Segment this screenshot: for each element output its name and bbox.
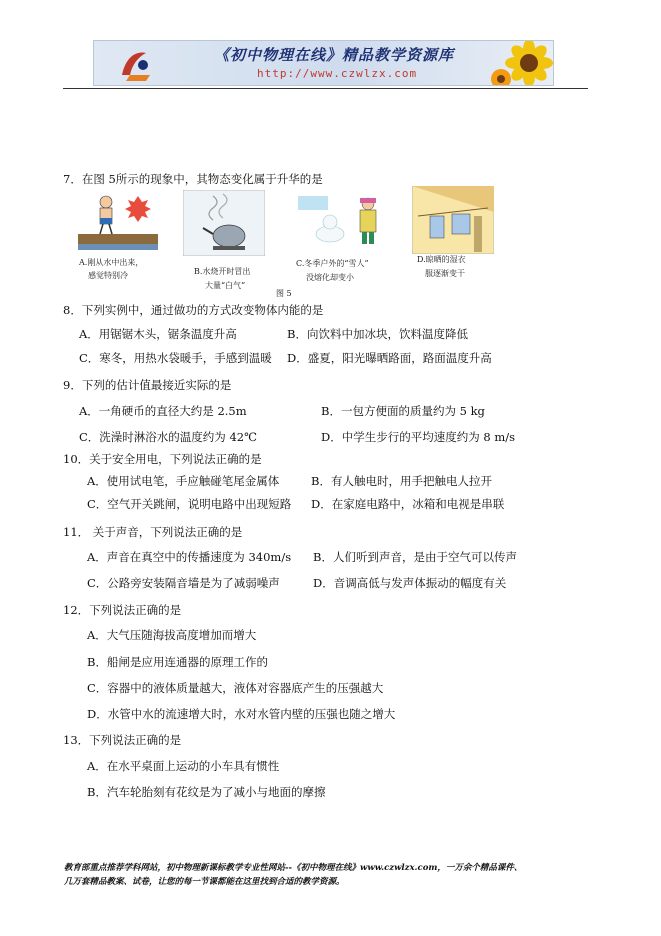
q12-option-a: A．大气压随海拔高度增加而增大	[87, 628, 257, 642]
q13-option-a: A．在水平桌面上运动的小车具有惯性	[87, 759, 280, 773]
figure-c-snowman	[298, 190, 388, 252]
header-title: 《初中物理在线》精品教学资源库	[214, 46, 455, 64]
caption-d-line1: D.晾晒的湿衣	[417, 255, 466, 264]
q12-option-d: D．水管中水的流速增大时，水对水管内壁的压强也随之增大	[87, 707, 396, 721]
q9-stem: 9．下列的估计值最接近实际的是	[63, 378, 232, 392]
header-banner	[93, 40, 554, 86]
q10-option-b: B．有人触电时，用手把触电人拉开	[311, 474, 492, 488]
q11-option-d: D．音调高低与发声体振动的幅度有关	[313, 576, 507, 590]
q7-stem: 7．在图 5所示的现象中，其物态变化属于升华的是	[63, 172, 323, 186]
caption-c-line1: C.冬季户外的“雪人”	[296, 259, 369, 268]
q11-option-b: B．人们听到声音，是由于空气可以传声	[313, 550, 517, 564]
q8-option-a: A．用锯锯木头，锯条温度升高	[79, 327, 237, 341]
q10-stem: 10．关于安全用电，下列说法正确的是	[63, 452, 262, 466]
figure-d-laundry	[412, 186, 494, 254]
caption-c-line2: 没熔化却变小	[306, 273, 354, 282]
q9-option-d: D．中学生步行的平均速度约为 8 m/s	[321, 430, 516, 444]
caption-d-line2: 服逐渐变干	[425, 269, 465, 278]
q8-option-b: B．向饮料中加冰块，饮料温度降低	[287, 327, 468, 341]
q10-option-a: A．使用试电笔，手应触碰笔尾金属体	[87, 474, 280, 488]
caption-a-line1: A.刚从水中出来，	[79, 258, 144, 267]
q9-option-b: B．一包方便面的质量约为 5 kg	[321, 404, 485, 418]
figure-b-kettle	[183, 190, 265, 256]
q9-option-c: C．洗澡时淋浴水的温度约为 42℃	[79, 430, 257, 444]
caption-b-line1: B.水烧开时冒出	[194, 267, 251, 276]
q12-stem: 12．下列说法正确的是	[63, 603, 182, 617]
q11-option-a: A．声音在真空中的传播速度为 340m/s	[87, 550, 292, 564]
q10-option-d: D．在家庭电路中，冰箱和电视是串联	[311, 497, 505, 511]
footer-line1: 教育部重点推荐学科网站，初中物理新课标教学专业性网站--《初中物理在线》www.czwlzx.com，一万余个精品课件、	[64, 863, 523, 873]
footer-line2: 几万套精品教案、试卷，让您的每一节课都能在这里找到合适的教学资源。	[64, 877, 345, 887]
q10-option-c: C．空气开关跳闸，说明电路中出现短路	[87, 497, 292, 511]
q8-option-d: D．盛夏，阳光曝晒路面，路面温度升高	[287, 351, 492, 365]
q13-stem: 13．下列说法正确的是	[63, 733, 182, 747]
caption-a-line2: 感觉特别冷	[88, 271, 128, 280]
q8-option-c: C．寒冬，用热水袋暖手，手感到温暖	[79, 351, 272, 365]
header-divider	[63, 88, 588, 89]
q12-option-b: B．船闸是应用连通器的原理工作的	[87, 655, 268, 669]
figure-a-swimmer	[78, 190, 160, 252]
q11-option-c: C．公路旁安装隔音墙是为了减弱噪声	[87, 576, 280, 590]
q8-stem: 8．下列实例中，通过做功的方式改变物体内能的是	[63, 303, 324, 317]
figure-label: 图 5	[276, 289, 292, 298]
q13-option-b: B．汽车轮胎刻有花纹是为了减小与地面的摩擦	[87, 785, 326, 799]
q12-option-c: C．容器中的液体质量越大，液体对容器底产生的压强越大	[87, 681, 384, 695]
caption-b-line2: 大量“白气”	[205, 281, 246, 290]
q11-stem: 11． 关于声音，下列说法正确的是	[63, 525, 243, 539]
sunflower-icon	[489, 41, 554, 86]
site-logo-icon	[116, 45, 156, 83]
q9-option-a: A．一角硬币的直径大约是 2.5m	[79, 404, 247, 418]
header-url[interactable]: http://www.czwlzx.com	[257, 67, 418, 80]
